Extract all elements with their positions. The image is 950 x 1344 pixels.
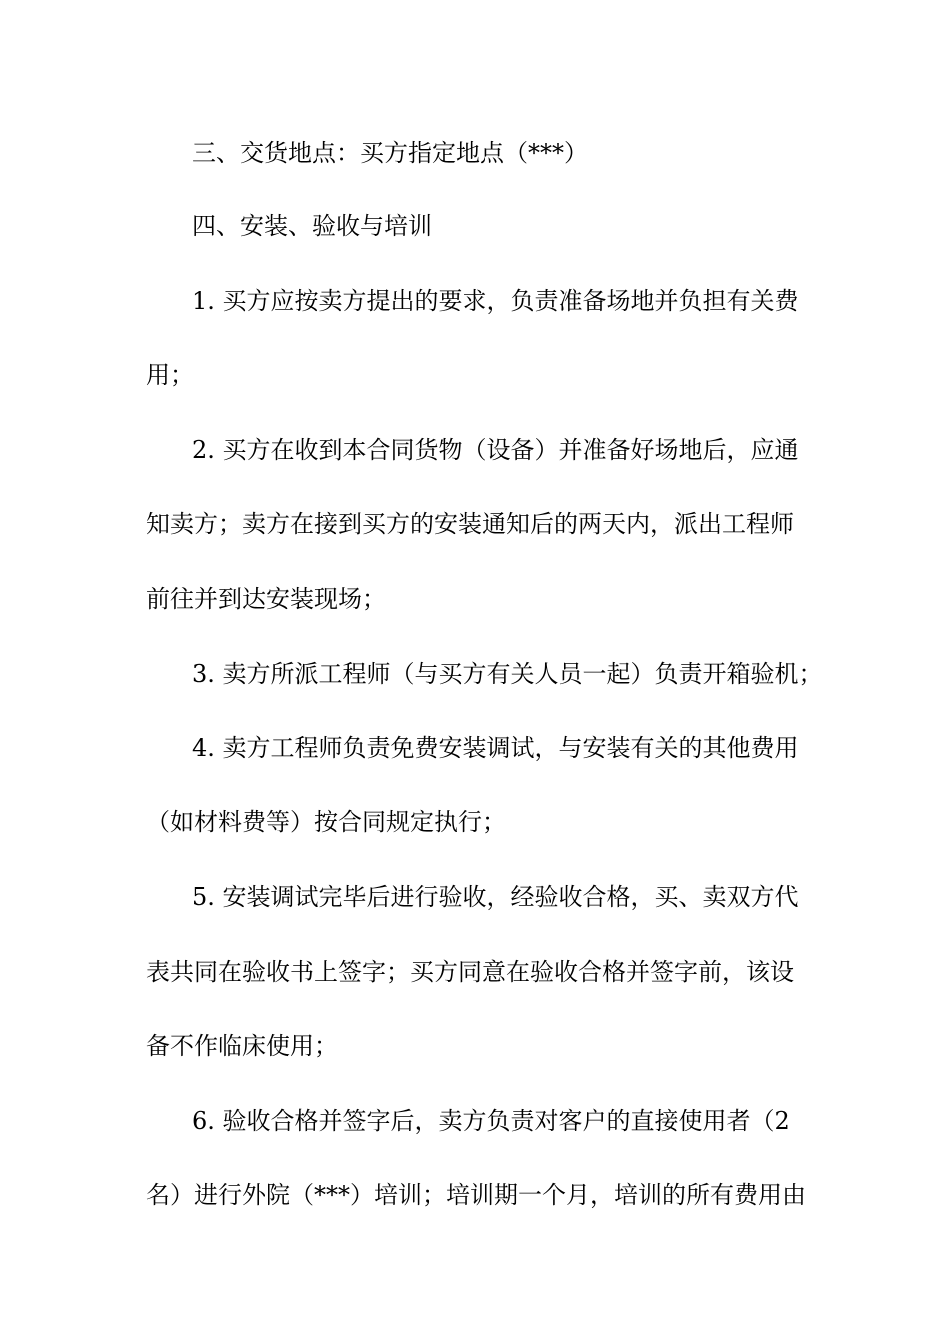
paragraph-line: 4. 卖方工程师负责免费安装调试，与安装有关的其他费用 — [192, 734, 799, 762]
paragraph-line: 用； — [146, 361, 194, 389]
section-heading-installation: 四、安装、验收与培训 — [192, 212, 432, 240]
paragraph-line: 6. 验收合格并签字后，卖方负责对客户的直接使用者（2 — [192, 1107, 790, 1135]
paragraph-line: 前往并到达安装现场； — [146, 585, 386, 613]
paragraph-line: 备不作临床使用； — [146, 1032, 338, 1060]
paragraph-line: 2. 买方在收到本合同货物（设备）并准备好场地后，应通 — [192, 436, 799, 464]
paragraph-line: 知卖方；卖方在接到买方的安装通知后的两天内，派出工程师 — [146, 510, 794, 538]
section-heading-delivery: 三、交货地点：买方指定地点（***） — [192, 139, 588, 167]
paragraph-line: （如材料费等）按合同规定执行； — [146, 808, 506, 836]
paragraph-line: 5. 安装调试完毕后进行验收，经验收合格，买、卖双方代 — [192, 883, 799, 911]
paragraph-line: 1. 买方应按卖方提出的要求，负责准备场地并负担有关费 — [192, 287, 799, 315]
paragraph-line: 表共同在验收书上签字；买方同意在验收合格并签字前，该设 — [146, 958, 794, 986]
paragraph-line: 3. 卖方所派工程师（与买方有关人员一起）负责开箱验机； — [192, 660, 823, 688]
paragraph-line: 名）进行外院（***）培训；培训期一个月，培训的所有费用由 — [146, 1181, 806, 1209]
